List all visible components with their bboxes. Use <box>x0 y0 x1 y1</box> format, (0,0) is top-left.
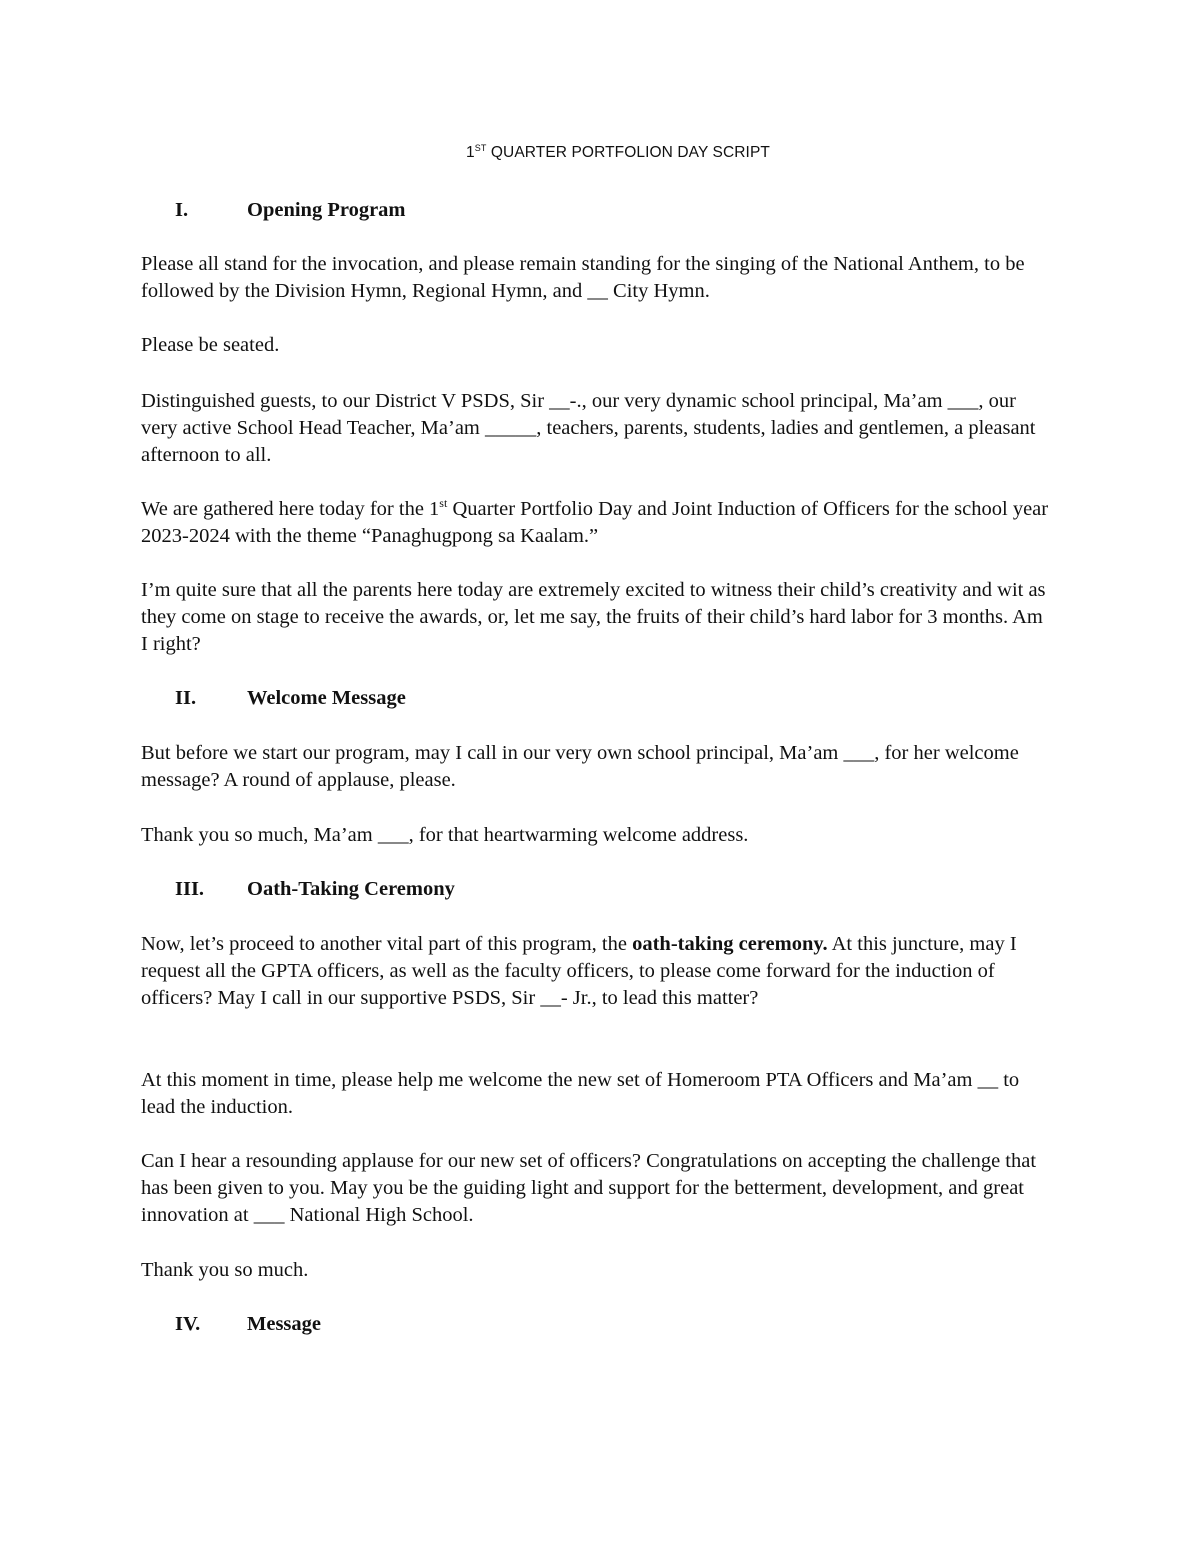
paragraph-welcome-call: But before we start our program, may I call in our very own school principal, Ma’am ___, for her welcome message? A round of applause, please. <box>141 742 1019 791</box>
section-numeral: III. <box>175 878 205 900</box>
section-title: Welcome Message <box>247 687 406 709</box>
paragraph-invocation: Please all stand for the invocation, and please remain standing for the singing of the National Anthem, to be followed by the Division Hymn, Regional Hymn, and __ City Hymn. <box>141 253 1025 302</box>
section-title: Oath-Taking Ceremony <box>247 878 455 900</box>
oath-text-start: Now, let’s proceed to another vital part of this program, the <box>141 933 633 955</box>
document-title <box>0 143 1200 162</box>
section-title: Message <box>247 1313 322 1335</box>
paragraph-welcome-thanks: Thank you so much, Ma’am ___, for that heartwarming welcome address. <box>141 824 749 846</box>
gathered-text-start: We are gathered here today for the 1 <box>141 498 440 520</box>
paragraph-seated: Please be seated. <box>141 334 280 356</box>
section-heading-welcome-message <box>175 685 406 712</box>
oath-text-end: At this juncture, may I request all the GPTA officers, as well as the faculty officers, to please come forward for the induction of officers? May I call in our supportive PSDS, Sir __- Jr., to lead this matter? <box>141 933 1017 1009</box>
section-numeral: II. <box>175 687 197 709</box>
gathered-ordinal-suffix: st <box>439 496 448 510</box>
title-ordinal-suffix: ST <box>474 143 487 153</box>
paragraph-greetings: Distinguished guests, to our District V PSDS, Sir __-., our very dynamic school principal, Ma’am ___, our very active School Head Teacher, Ma’am _____, teachers, parents, students, ladies and gentlemen, a pleasant afternoon to all. <box>141 390 1036 466</box>
paragraph-homeroom: At this moment in time, please help me welcome the new set of Homeroom PTA Officers and Ma’am __ to lead the induction. <box>141 1069 1020 1118</box>
paragraph-oath <box>141 931 1051 1012</box>
paragraph-closing-thanks: Thank you so much. <box>141 1259 309 1281</box>
title-ordinal: 1 <box>466 144 475 161</box>
paragraph-applause: Can I hear a resounding applause for our new set of officers? Congratulations on accepting the challenge that has been given to you. May you be the guiding light and support for the betterment, development, and great innovation at ___ National High School. <box>141 1150 1037 1226</box>
paragraph-parents: I’m quite sure that all the parents here today are extremely excited to witness their child’s creativity and wit as they come on stage to receive the awards, or, let me say, the fruits of their child’s hard labor for 3 months. Am I right? <box>141 579 1046 655</box>
title-text: QUARTER PORTFOLION DAY SCRIPT <box>486 144 770 161</box>
section-numeral: I. <box>175 199 189 221</box>
section-title: Opening Program <box>247 199 406 221</box>
section-heading-message <box>175 1311 321 1338</box>
oath-emphasis: oath-taking ceremony. <box>632 933 828 955</box>
section-numeral: IV. <box>175 1313 201 1335</box>
gathered-text-end: Quarter Portfolio Day and Joint Induction of Officers for the school year 2023-2024 with the theme “Panaghugpong sa Kaalam.” <box>141 498 1049 547</box>
paragraph-gathered <box>141 496 1061 550</box>
section-heading-oath-taking <box>175 876 455 903</box>
section-heading-opening-program <box>175 197 406 224</box>
